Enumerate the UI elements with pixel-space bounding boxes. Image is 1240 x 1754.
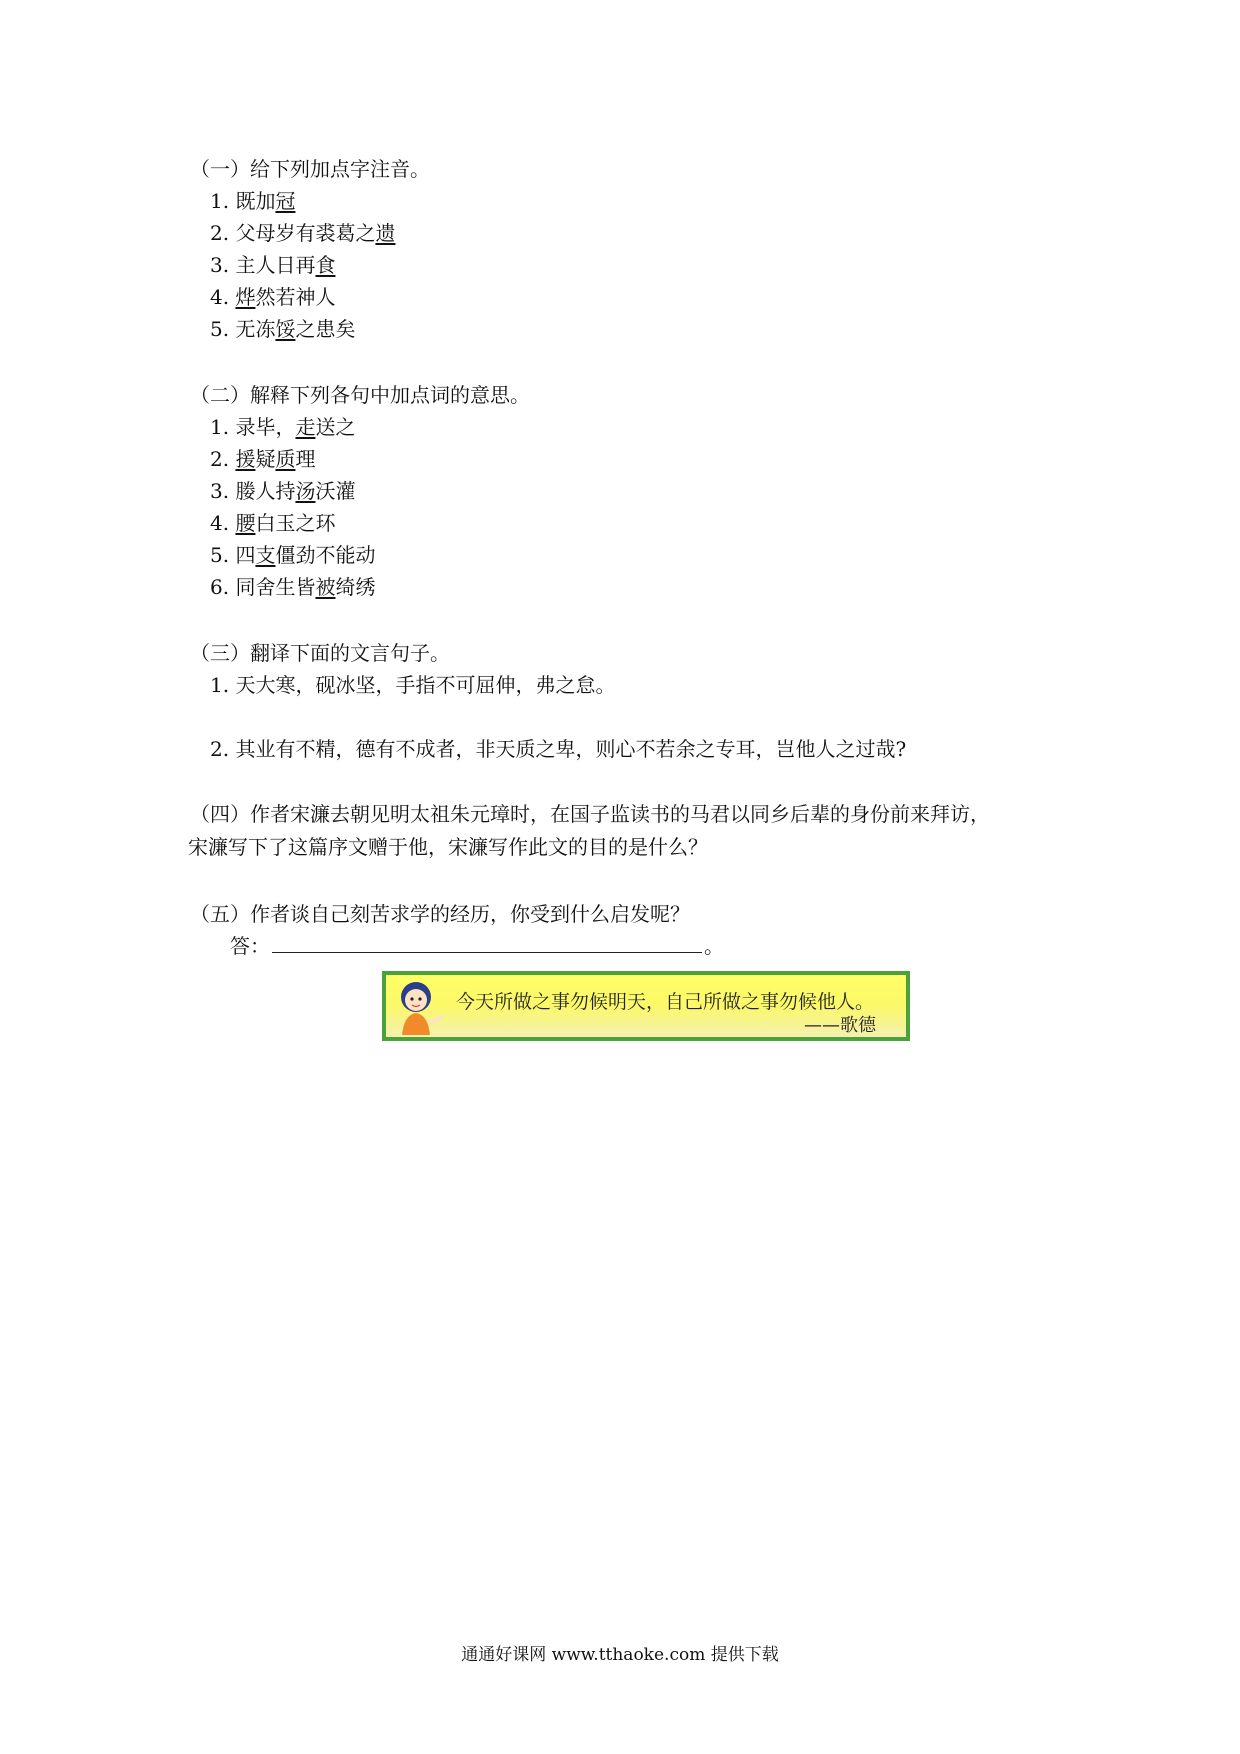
quote-text: 今天所做之事勿候明天，自己所做之事勿候他人。 (456, 991, 875, 1013)
answer-label: 答： (230, 934, 270, 958)
answer-row (230, 932, 724, 960)
answer-end: 。 (704, 934, 724, 958)
section-4-heading-cont: 宋濂写下了这篇序文赠于他，宋濂写作此文的目的是什么？ (188, 835, 708, 859)
list-item: 1. 天大寒，砚冰坚，手指不可屈伸，弗之怠。 (210, 673, 616, 697)
footer-text: 通通好课网 www.tthaoke.com 提供下载 (461, 1645, 779, 1665)
quote-author: ——歌德 (804, 1015, 876, 1036)
list-item: 3. 媵人持汤沃灌 (210, 479, 356, 503)
list-item: 2. 其业有不精，德有不成者，非天质之卑，则心不若余之专耳，岂他人之过哉? (210, 737, 907, 761)
cartoon-girl-icon (390, 977, 450, 1037)
list-item: 4. 烨然若神人 (210, 285, 336, 309)
quote-banner (382, 971, 910, 1041)
answer-blank[interactable] (272, 934, 702, 953)
list-item: 3. 主人日再食 (210, 253, 336, 277)
list-item: 1. 既加冠 (210, 189, 296, 213)
list-item: 6. 同舍生皆被绮绣 (210, 575, 376, 599)
section-5-heading: （五）作者谈自己刻苦求学的经历，你受到什么启发呢？ (190, 902, 690, 926)
section-3-heading: （三）翻译下面的文言句子。 (190, 641, 450, 665)
list-item: 5. 无冻馁之患矣 (210, 317, 356, 341)
list-item: 5. 四支僵劲不能动 (210, 543, 376, 567)
section-1-heading: （一）给下列加点字注音。 (190, 157, 430, 181)
list-item: 2. 援疑质理 (210, 447, 316, 471)
list-item: 4. 腰白玉之环 (210, 511, 336, 535)
list-item: 1. 录毕，走送之 (210, 415, 356, 439)
list-item: 2. 父母岁有裘葛之遗 (210, 221, 396, 245)
section-4-heading: （四）作者宋濂去朝见明太祖朱元璋时，在国子监读书的马君以同乡后辈的身份前来拜访， (190, 802, 990, 826)
section-2-heading: （二）解释下列各句中加点词的意思。 (190, 383, 530, 407)
